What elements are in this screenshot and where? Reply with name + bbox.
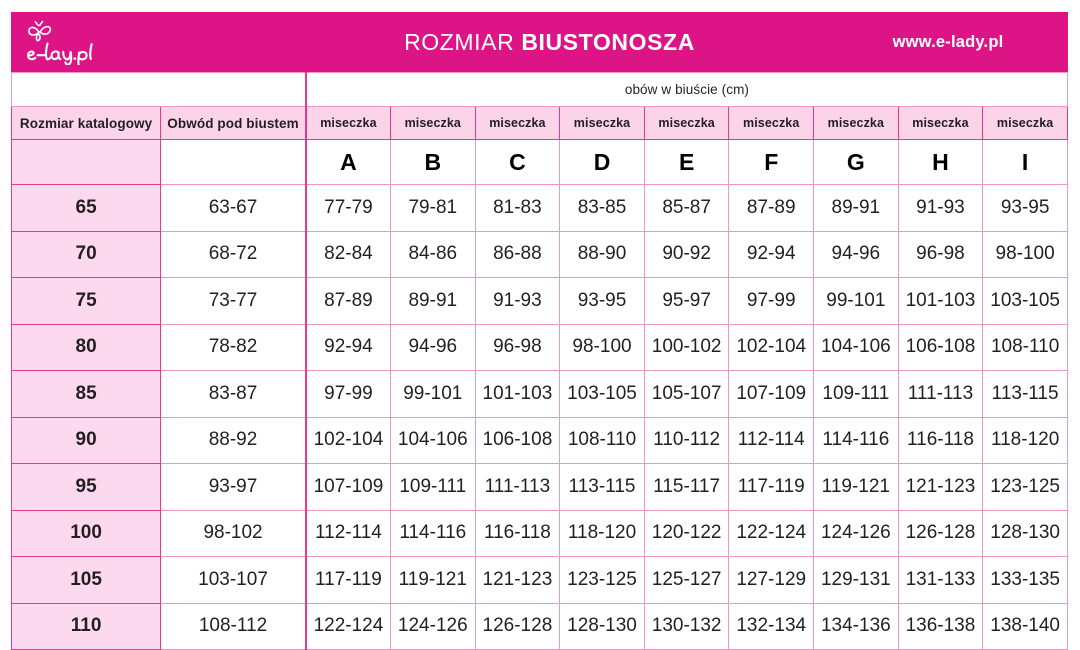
cell-cup-b: 89-91 [390, 278, 475, 325]
cell-catalog: 90 [12, 417, 161, 464]
cell-cup-a: 107-109 [306, 464, 391, 511]
cell-cup-b: 109-111 [390, 464, 475, 511]
cell-underbust: 83-87 [161, 371, 306, 418]
cell-cup-c: 111-113 [475, 464, 560, 511]
cell-cup-c: 106-108 [475, 417, 560, 464]
cell-cup-c: 116-118 [475, 510, 560, 557]
cell-cup-h: 106-108 [898, 324, 983, 371]
e-lady-logo-icon [25, 19, 137, 65]
cell-cup-i: 113-115 [983, 371, 1068, 418]
page-title-bold: BIUSTONOSZA [521, 28, 695, 55]
cell-cup-a: 122-124 [306, 603, 391, 650]
cell-cup-b: 84-86 [390, 231, 475, 278]
page-title [241, 29, 828, 56]
cell-cup-a: 112-114 [306, 510, 391, 557]
cell-cup-e: 90-92 [644, 231, 729, 278]
cell-cup-h: 126-128 [898, 510, 983, 557]
header-cup-h: miseczka [898, 107, 983, 140]
cell-cup-d: 83-85 [560, 185, 645, 232]
cell-cup-h: 136-138 [898, 603, 983, 650]
cell-cup-a: 82-84 [306, 231, 391, 278]
cell-cup-g: 129-131 [814, 557, 899, 604]
cell-cup-h: 91-93 [898, 185, 983, 232]
header-cup-e: miseczka [644, 107, 729, 140]
table-row [12, 278, 1068, 325]
cell-underbust: 68-72 [161, 231, 306, 278]
cell-catalog: 80 [12, 324, 161, 371]
cup-letter-c: C [475, 140, 560, 185]
table-row [12, 510, 1068, 557]
cell-cup-g: 99-101 [814, 278, 899, 325]
cell-cup-e: 120-122 [644, 510, 729, 557]
cup-letter-blank-catalog [12, 140, 161, 185]
cell-cup-i: 123-125 [983, 464, 1068, 511]
table-row [12, 231, 1068, 278]
header-cup-d: miseczka [560, 107, 645, 140]
cell-catalog: 65 [12, 185, 161, 232]
cell-cup-d: 113-115 [560, 464, 645, 511]
cup-letter-f: F [729, 140, 814, 185]
cell-cup-f: 97-99 [729, 278, 814, 325]
cell-cup-c: 121-123 [475, 557, 560, 604]
cell-underbust: 78-82 [161, 324, 306, 371]
cell-cup-g: 89-91 [814, 185, 899, 232]
cell-cup-b: 114-116 [390, 510, 475, 557]
cell-cup-e: 85-87 [644, 185, 729, 232]
header-cup-b: miseczka [390, 107, 475, 140]
cell-cup-b: 124-126 [390, 603, 475, 650]
cell-cup-e: 130-132 [644, 603, 729, 650]
table-row [12, 371, 1068, 418]
cell-cup-i: 108-110 [983, 324, 1068, 371]
cell-cup-a: 102-104 [306, 417, 391, 464]
cell-cup-d: 128-130 [560, 603, 645, 650]
table-row [12, 185, 1068, 232]
cell-cup-a: 117-119 [306, 557, 391, 604]
header-cup-a: miseczka [306, 107, 391, 140]
cup-letter-g: G [814, 140, 899, 185]
brand-logo[interactable] [11, 19, 241, 65]
cell-catalog: 85 [12, 371, 161, 418]
cell-catalog: 70 [12, 231, 161, 278]
column-header-row [12, 107, 1068, 140]
cell-cup-h: 116-118 [898, 417, 983, 464]
cup-letter-d: D [560, 140, 645, 185]
cup-letter-b: B [390, 140, 475, 185]
table-row [12, 324, 1068, 371]
header-cup-f: miseczka [729, 107, 814, 140]
cell-underbust: 108-112 [161, 603, 306, 650]
table-body [12, 73, 1068, 650]
cell-catalog: 110 [12, 603, 161, 650]
cell-cup-d: 88-90 [560, 231, 645, 278]
cell-catalog: 75 [12, 278, 161, 325]
cell-cup-g: 109-111 [814, 371, 899, 418]
cell-cup-e: 125-127 [644, 557, 729, 604]
table-row [12, 464, 1068, 511]
cell-cup-f: 127-129 [729, 557, 814, 604]
cell-cup-b: 99-101 [390, 371, 475, 418]
table-row [12, 417, 1068, 464]
cell-catalog: 95 [12, 464, 161, 511]
cell-cup-i: 128-130 [983, 510, 1068, 557]
cell-cup-a: 77-79 [306, 185, 391, 232]
cell-cup-f: 122-124 [729, 510, 814, 557]
table-row [12, 603, 1068, 650]
table-row [12, 557, 1068, 604]
cell-underbust: 88-92 [161, 417, 306, 464]
cell-cup-c: 91-93 [475, 278, 560, 325]
cell-cup-e: 115-117 [644, 464, 729, 511]
cell-cup-b: 104-106 [390, 417, 475, 464]
cell-cup-f: 107-109 [729, 371, 814, 418]
header-cup-i: miseczka [983, 107, 1068, 140]
cup-letter-row [12, 140, 1068, 185]
header-catalog-size: Rozmiar katalogowy [12, 107, 161, 140]
cell-underbust: 103-107 [161, 557, 306, 604]
cell-cup-e: 95-97 [644, 278, 729, 325]
cell-cup-f: 112-114 [729, 417, 814, 464]
cell-cup-b: 94-96 [390, 324, 475, 371]
cell-cup-h: 96-98 [898, 231, 983, 278]
cell-cup-h: 121-123 [898, 464, 983, 511]
cell-underbust: 93-97 [161, 464, 306, 511]
cup-letter-i: I [983, 140, 1068, 185]
cell-cup-d: 118-120 [560, 510, 645, 557]
cup-letter-blank-underbust [161, 140, 306, 185]
cell-cup-g: 134-136 [814, 603, 899, 650]
header-banner [11, 12, 1068, 72]
header-cup-c: miseczka [475, 107, 560, 140]
cell-underbust: 63-67 [161, 185, 306, 232]
cell-cup-i: 98-100 [983, 231, 1068, 278]
header-cup-g: miseczka [814, 107, 899, 140]
bra-size-table [11, 72, 1068, 650]
cell-cup-f: 92-94 [729, 231, 814, 278]
cell-catalog: 100 [12, 510, 161, 557]
site-url[interactable]: www.e-lady.pl [892, 32, 1004, 51]
cell-cup-h: 111-113 [898, 371, 983, 418]
group-header-row [12, 73, 1068, 107]
cell-cup-f: 87-89 [729, 185, 814, 232]
cell-cup-a: 92-94 [306, 324, 391, 371]
cell-cup-c: 81-83 [475, 185, 560, 232]
cell-cup-a: 97-99 [306, 371, 391, 418]
cell-cup-b: 79-81 [390, 185, 475, 232]
cell-cup-e: 105-107 [644, 371, 729, 418]
cup-letter-h: H [898, 140, 983, 185]
cell-cup-c: 86-88 [475, 231, 560, 278]
cell-cup-h: 101-103 [898, 278, 983, 325]
cell-cup-d: 93-95 [560, 278, 645, 325]
cell-cup-g: 94-96 [814, 231, 899, 278]
group-header-blank [12, 73, 306, 107]
cell-cup-f: 132-134 [729, 603, 814, 650]
cell-cup-i: 138-140 [983, 603, 1068, 650]
page-title-light: ROZMIAR [404, 28, 522, 55]
cell-underbust: 98-102 [161, 510, 306, 557]
cell-cup-d: 98-100 [560, 324, 645, 371]
cell-cup-d: 108-110 [560, 417, 645, 464]
cell-cup-b: 119-121 [390, 557, 475, 604]
cell-cup-g: 104-106 [814, 324, 899, 371]
cell-cup-c: 101-103 [475, 371, 560, 418]
cell-cup-i: 93-95 [983, 185, 1068, 232]
cell-cup-f: 117-119 [729, 464, 814, 511]
group-header-bust: obów w biuście (cm) [306, 73, 1068, 107]
cell-cup-d: 103-105 [560, 371, 645, 418]
cell-cup-h: 131-133 [898, 557, 983, 604]
cup-letter-e: E [644, 140, 729, 185]
cell-catalog: 105 [12, 557, 161, 604]
cell-cup-c: 126-128 [475, 603, 560, 650]
cell-cup-e: 100-102 [644, 324, 729, 371]
cell-cup-i: 103-105 [983, 278, 1068, 325]
cell-cup-a: 87-89 [306, 278, 391, 325]
cell-cup-i: 133-135 [983, 557, 1068, 604]
cup-letter-a: A [306, 140, 391, 185]
cell-cup-i: 118-120 [983, 417, 1068, 464]
cell-cup-g: 114-116 [814, 417, 899, 464]
cell-underbust: 73-77 [161, 278, 306, 325]
cell-cup-c: 96-98 [475, 324, 560, 371]
header-underbust: Obwód pod biustem [161, 107, 306, 140]
cell-cup-e: 110-112 [644, 417, 729, 464]
cell-cup-f: 102-104 [729, 324, 814, 371]
cell-cup-g: 119-121 [814, 464, 899, 511]
cell-cup-d: 123-125 [560, 557, 645, 604]
cell-cup-g: 124-126 [814, 510, 899, 557]
